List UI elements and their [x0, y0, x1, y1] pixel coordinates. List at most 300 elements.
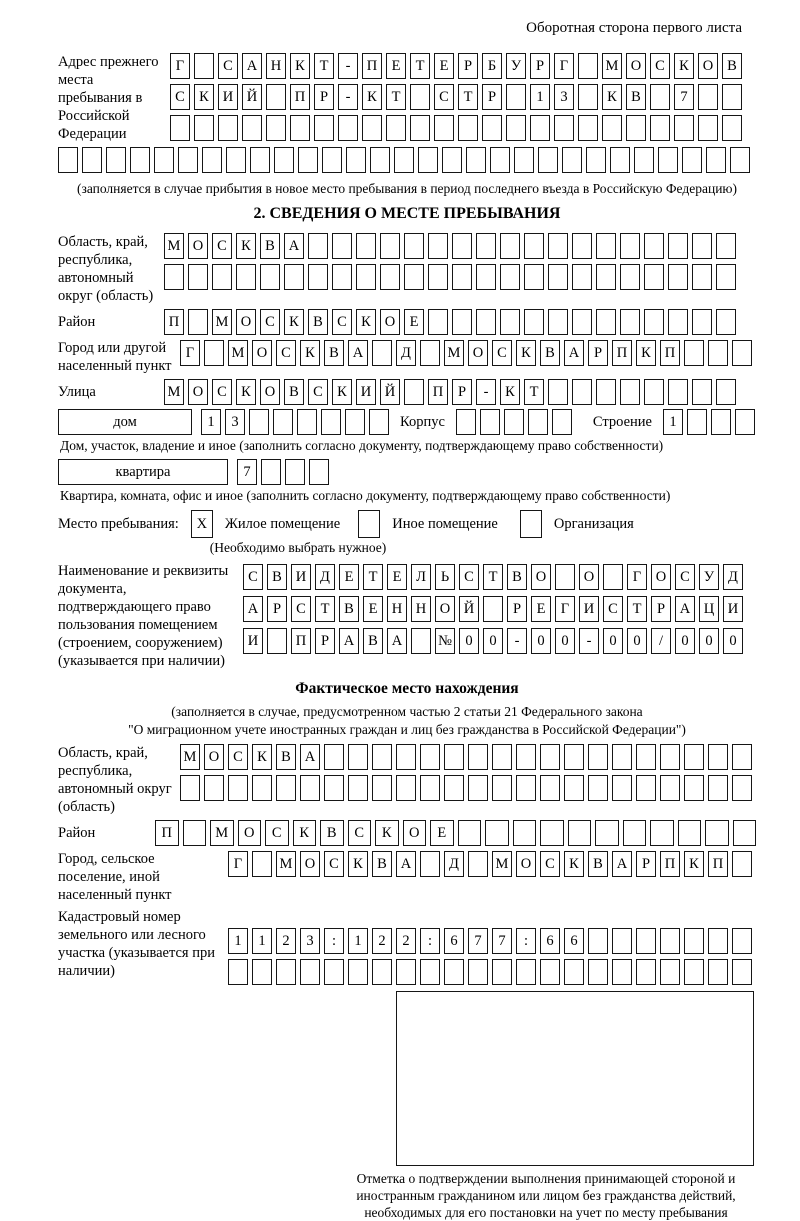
char-box[interactable]: 6 — [444, 928, 464, 954]
char-box[interactable] — [660, 775, 680, 801]
char-box[interactable] — [716, 233, 736, 259]
char-box[interactable]: О — [698, 53, 718, 79]
char-box[interactable] — [524, 233, 544, 259]
char-box[interactable]: А — [339, 628, 359, 654]
char-box[interactable] — [396, 959, 416, 985]
char-box[interactable] — [572, 309, 592, 335]
char-box[interactable]: О — [188, 379, 208, 405]
char-box[interactable]: Й — [459, 596, 479, 622]
char-box[interactable] — [178, 147, 198, 173]
char-box[interactable]: Р — [314, 84, 334, 110]
char-box[interactable] — [698, 115, 718, 141]
char-box[interactable]: 0 — [723, 628, 743, 654]
char-box[interactable]: К — [252, 744, 272, 770]
char-box[interactable] — [612, 775, 632, 801]
char-box[interactable]: / — [651, 628, 671, 654]
char-box[interactable] — [548, 233, 568, 259]
char-box[interactable] — [218, 115, 238, 141]
char-box[interactable] — [644, 233, 664, 259]
char-box[interactable]: С — [492, 340, 512, 366]
char-box[interactable] — [452, 233, 472, 259]
char-box[interactable] — [260, 264, 280, 290]
char-box[interactable] — [708, 959, 728, 985]
checkbox-other-premises[interactable] — [358, 510, 380, 538]
char-box[interactable]: 2 — [372, 928, 392, 954]
char-box[interactable]: : — [420, 928, 440, 954]
char-box[interactable] — [650, 84, 670, 110]
char-box[interactable]: С — [260, 309, 280, 335]
char-box[interactable] — [164, 264, 184, 290]
char-box[interactable]: Е — [434, 53, 454, 79]
char-box[interactable] — [346, 147, 366, 173]
char-box[interactable] — [620, 379, 640, 405]
char-box[interactable]: К — [332, 379, 352, 405]
char-box[interactable] — [684, 959, 704, 985]
char-box[interactable] — [668, 264, 688, 290]
char-box[interactable] — [468, 744, 488, 770]
char-box[interactable]: 3 — [300, 928, 320, 954]
char-box[interactable] — [516, 744, 536, 770]
char-box[interactable] — [420, 851, 440, 877]
char-box[interactable]: Р — [507, 596, 527, 622]
char-box[interactable] — [684, 775, 704, 801]
char-box[interactable]: Р — [482, 84, 502, 110]
char-box[interactable] — [466, 147, 486, 173]
char-box[interactable] — [634, 147, 654, 173]
char-box[interactable]: С — [170, 84, 190, 110]
char-box[interactable]: О — [579, 564, 599, 590]
char-box[interactable]: И — [218, 84, 238, 110]
char-box[interactable] — [297, 409, 317, 435]
char-box[interactable] — [284, 264, 304, 290]
char-box[interactable] — [154, 147, 174, 173]
char-box[interactable] — [452, 309, 472, 335]
char-box[interactable]: В — [372, 851, 392, 877]
char-box[interactable] — [228, 775, 248, 801]
char-box[interactable]: Ц — [699, 596, 719, 622]
char-box[interactable]: Д — [723, 564, 743, 590]
char-box[interactable]: К — [375, 820, 399, 846]
char-box[interactable] — [404, 379, 424, 405]
char-box[interactable]: К — [300, 340, 320, 366]
char-box[interactable]: К — [636, 340, 656, 366]
char-box[interactable] — [404, 233, 424, 259]
char-box[interactable]: В — [339, 596, 359, 622]
char-box[interactable] — [705, 820, 729, 846]
char-box[interactable]: 1 — [228, 928, 248, 954]
char-box[interactable] — [410, 84, 430, 110]
char-box[interactable]: М — [164, 379, 184, 405]
char-box[interactable] — [188, 264, 208, 290]
char-box[interactable] — [660, 928, 680, 954]
char-box[interactable] — [442, 147, 462, 173]
char-box[interactable] — [668, 379, 688, 405]
char-box[interactable]: О — [300, 851, 320, 877]
char-box[interactable]: 1 — [348, 928, 368, 954]
char-box[interactable] — [252, 851, 272, 877]
char-box[interactable] — [626, 115, 646, 141]
char-box[interactable] — [356, 233, 376, 259]
char-box[interactable] — [564, 744, 584, 770]
char-box[interactable]: В — [540, 340, 560, 366]
char-box[interactable] — [708, 928, 728, 954]
char-box[interactable] — [476, 309, 496, 335]
char-box[interactable] — [290, 115, 310, 141]
char-box[interactable] — [410, 115, 430, 141]
char-box[interactable] — [513, 820, 537, 846]
char-box[interactable] — [596, 309, 616, 335]
char-box[interactable] — [261, 459, 281, 485]
char-box[interactable]: 0 — [675, 628, 695, 654]
char-box[interactable] — [636, 928, 656, 954]
char-box[interactable]: С — [603, 596, 623, 622]
char-box[interactable] — [568, 820, 592, 846]
char-box[interactable] — [458, 820, 482, 846]
char-box[interactable]: 2 — [396, 928, 416, 954]
char-box[interactable]: О — [403, 820, 427, 846]
char-box[interactable]: 6 — [540, 928, 560, 954]
char-box[interactable]: К — [564, 851, 584, 877]
char-box[interactable]: О — [238, 820, 262, 846]
char-box[interactable]: М — [602, 53, 622, 79]
char-box[interactable]: В — [320, 820, 344, 846]
char-box[interactable]: В — [722, 53, 742, 79]
char-box[interactable]: М — [276, 851, 296, 877]
char-box[interactable]: С — [332, 309, 352, 335]
char-box[interactable]: К — [236, 379, 256, 405]
char-box[interactable] — [194, 53, 214, 79]
char-box[interactable]: О — [531, 564, 551, 590]
char-box[interactable] — [82, 147, 102, 173]
char-box[interactable] — [578, 115, 598, 141]
char-box[interactable]: Т — [458, 84, 478, 110]
char-box[interactable]: А — [564, 340, 584, 366]
char-box[interactable] — [540, 775, 560, 801]
char-box[interactable] — [660, 744, 680, 770]
char-box[interactable]: Е — [339, 564, 359, 590]
char-box[interactable]: В — [626, 84, 646, 110]
char-box[interactable]: Р — [458, 53, 478, 79]
char-box[interactable]: - — [507, 628, 527, 654]
char-box[interactable]: С — [459, 564, 479, 590]
char-box[interactable]: 7 — [492, 928, 512, 954]
char-box[interactable] — [274, 147, 294, 173]
char-box[interactable] — [348, 775, 368, 801]
char-box[interactable] — [322, 147, 342, 173]
char-box[interactable]: С — [218, 53, 238, 79]
char-box[interactable] — [572, 233, 592, 259]
char-box[interactable] — [555, 564, 575, 590]
char-box[interactable] — [516, 959, 536, 985]
char-box[interactable]: О — [204, 744, 224, 770]
char-box[interactable]: М — [444, 340, 464, 366]
char-box[interactable]: Т — [386, 84, 406, 110]
char-box[interactable] — [468, 959, 488, 985]
char-box[interactable]: В — [308, 309, 328, 335]
char-box[interactable] — [596, 379, 616, 405]
char-box[interactable] — [492, 775, 512, 801]
char-box[interactable]: О — [252, 340, 272, 366]
char-box[interactable] — [170, 115, 190, 141]
char-box[interactable]: 2 — [276, 928, 296, 954]
char-box[interactable]: Л — [411, 564, 431, 590]
char-box[interactable]: - — [338, 53, 358, 79]
char-box[interactable] — [524, 264, 544, 290]
char-box[interactable]: С — [265, 820, 289, 846]
char-box[interactable] — [482, 115, 502, 141]
char-box[interactable]: С — [243, 564, 263, 590]
char-box[interactable] — [452, 264, 472, 290]
char-box[interactable]: С — [276, 340, 296, 366]
char-box[interactable] — [308, 264, 328, 290]
char-box[interactable] — [595, 820, 619, 846]
char-box[interactable] — [204, 340, 224, 366]
char-box[interactable] — [266, 84, 286, 110]
char-box[interactable] — [722, 84, 742, 110]
char-box[interactable] — [548, 309, 568, 335]
char-box[interactable]: 7 — [674, 84, 694, 110]
char-box[interactable]: О — [516, 851, 536, 877]
char-box[interactable] — [372, 959, 392, 985]
char-box[interactable]: Р — [588, 340, 608, 366]
char-box[interactable]: А — [300, 744, 320, 770]
char-box[interactable]: : — [516, 928, 536, 954]
char-box[interactable]: Н — [387, 596, 407, 622]
char-box[interactable] — [314, 115, 334, 141]
char-box[interactable]: Е — [387, 564, 407, 590]
char-box[interactable]: Д — [396, 340, 416, 366]
char-box[interactable]: 1 — [530, 84, 550, 110]
char-box[interactable] — [586, 147, 606, 173]
apartment-field-label[interactable]: квартира — [58, 459, 228, 485]
char-box[interactable]: В — [260, 233, 280, 259]
char-box[interactable]: П — [660, 851, 680, 877]
char-box[interactable]: 0 — [699, 628, 719, 654]
char-box[interactable] — [476, 233, 496, 259]
char-box[interactable]: К — [362, 84, 382, 110]
char-box[interactable] — [644, 309, 664, 335]
char-box[interactable] — [338, 115, 358, 141]
char-box[interactable]: № — [435, 628, 455, 654]
char-box[interactable]: О — [651, 564, 671, 590]
char-box[interactable]: К — [602, 84, 622, 110]
char-box[interactable] — [444, 775, 464, 801]
char-box[interactable] — [483, 596, 503, 622]
char-box[interactable] — [708, 775, 728, 801]
char-box[interactable] — [623, 820, 647, 846]
char-box[interactable] — [476, 264, 496, 290]
char-box[interactable] — [411, 628, 431, 654]
char-box[interactable] — [267, 628, 287, 654]
char-box[interactable]: Т — [483, 564, 503, 590]
char-box[interactable]: Г — [180, 340, 200, 366]
char-box[interactable] — [732, 340, 752, 366]
char-box[interactable] — [588, 775, 608, 801]
char-box[interactable] — [428, 264, 448, 290]
char-box[interactable] — [716, 309, 736, 335]
char-box[interactable] — [396, 744, 416, 770]
char-box[interactable] — [226, 147, 246, 173]
char-box[interactable] — [706, 147, 726, 173]
char-box[interactable] — [722, 115, 742, 141]
char-box[interactable] — [596, 233, 616, 259]
char-box[interactable]: О — [468, 340, 488, 366]
char-box[interactable]: В — [507, 564, 527, 590]
char-box[interactable]: С — [291, 596, 311, 622]
char-box[interactable] — [682, 147, 702, 173]
char-box[interactable] — [687, 409, 707, 435]
char-box[interactable]: 0 — [459, 628, 479, 654]
char-box[interactable] — [428, 309, 448, 335]
char-box[interactable] — [300, 959, 320, 985]
char-box[interactable] — [548, 264, 568, 290]
char-box[interactable] — [485, 820, 509, 846]
char-box[interactable]: 3 — [554, 84, 574, 110]
char-box[interactable]: К — [500, 379, 520, 405]
char-box[interactable] — [698, 84, 718, 110]
char-box[interactable] — [266, 115, 286, 141]
char-box[interactable] — [692, 309, 712, 335]
char-box[interactable] — [564, 959, 584, 985]
char-box[interactable]: Б — [482, 53, 502, 79]
char-box[interactable] — [420, 775, 440, 801]
char-box[interactable]: К — [194, 84, 214, 110]
char-box[interactable]: Н — [411, 596, 431, 622]
char-box[interactable]: С — [228, 744, 248, 770]
char-box[interactable] — [554, 115, 574, 141]
char-box[interactable] — [180, 775, 200, 801]
char-box[interactable] — [500, 233, 520, 259]
char-box[interactable] — [602, 115, 622, 141]
char-box[interactable]: С — [650, 53, 670, 79]
char-box[interactable] — [572, 264, 592, 290]
char-box[interactable] — [620, 233, 640, 259]
char-box[interactable] — [650, 115, 670, 141]
char-box[interactable]: Е — [404, 309, 424, 335]
char-box[interactable] — [562, 147, 582, 173]
char-box[interactable]: П — [428, 379, 448, 405]
char-box[interactable]: У — [699, 564, 719, 590]
char-box[interactable] — [106, 147, 126, 173]
char-box[interactable]: Т — [524, 379, 544, 405]
char-box[interactable] — [444, 744, 464, 770]
char-box[interactable]: - — [476, 379, 496, 405]
char-box[interactable] — [692, 233, 712, 259]
char-box[interactable] — [321, 409, 341, 435]
char-box[interactable]: К — [674, 53, 694, 79]
char-box[interactable] — [588, 744, 608, 770]
char-box[interactable]: С — [348, 820, 372, 846]
char-box[interactable]: Т — [363, 564, 383, 590]
char-box[interactable]: О — [626, 53, 646, 79]
char-box[interactable] — [428, 233, 448, 259]
char-box[interactable] — [612, 928, 632, 954]
char-box[interactable] — [372, 775, 392, 801]
char-box[interactable]: О — [188, 233, 208, 259]
char-box[interactable] — [418, 147, 438, 173]
char-box[interactable] — [528, 409, 548, 435]
char-box[interactable]: О — [435, 596, 455, 622]
char-box[interactable]: П — [362, 53, 382, 79]
char-box[interactable]: К — [356, 309, 376, 335]
char-box[interactable]: - — [579, 628, 599, 654]
char-box[interactable] — [610, 147, 630, 173]
char-box[interactable]: С — [212, 379, 232, 405]
char-box[interactable]: Р — [267, 596, 287, 622]
char-box[interactable]: А — [348, 340, 368, 366]
char-box[interactable] — [273, 409, 293, 435]
char-box[interactable] — [308, 233, 328, 259]
char-box[interactable] — [620, 309, 640, 335]
char-box[interactable] — [650, 820, 674, 846]
checkbox-organization[interactable] — [520, 510, 542, 538]
char-box[interactable]: А — [396, 851, 416, 877]
char-box[interactable]: 0 — [555, 628, 575, 654]
char-box[interactable]: С — [434, 84, 454, 110]
char-box[interactable]: 1 — [663, 409, 683, 435]
char-box[interactable] — [572, 379, 592, 405]
house-field-label[interactable]: дом — [58, 409, 192, 435]
char-box[interactable] — [540, 744, 560, 770]
char-box[interactable] — [658, 147, 678, 173]
char-box[interactable]: 7 — [237, 459, 257, 485]
char-box[interactable] — [678, 820, 702, 846]
char-box[interactable] — [730, 147, 750, 173]
char-box[interactable] — [228, 959, 248, 985]
char-box[interactable]: Е — [386, 53, 406, 79]
char-box[interactable] — [603, 564, 623, 590]
char-box[interactable]: 0 — [603, 628, 623, 654]
char-box[interactable]: И — [723, 596, 743, 622]
char-box[interactable]: П — [291, 628, 311, 654]
char-box[interactable]: Р — [452, 379, 472, 405]
char-box[interactable] — [548, 379, 568, 405]
char-box[interactable]: Т — [314, 53, 334, 79]
char-box[interactable] — [356, 264, 376, 290]
char-box[interactable] — [708, 340, 728, 366]
char-box[interactable] — [644, 379, 664, 405]
char-box[interactable] — [514, 147, 534, 173]
char-box[interactable]: Г — [228, 851, 248, 877]
char-box[interactable]: П — [164, 309, 184, 335]
char-box[interactable] — [732, 959, 752, 985]
char-box[interactable] — [324, 775, 344, 801]
char-box[interactable]: К — [516, 340, 536, 366]
char-box[interactable] — [668, 309, 688, 335]
char-box[interactable] — [636, 959, 656, 985]
char-box[interactable] — [564, 775, 584, 801]
char-box[interactable] — [684, 928, 704, 954]
char-box[interactable] — [506, 84, 526, 110]
char-box[interactable] — [684, 340, 704, 366]
char-box[interactable] — [362, 115, 382, 141]
char-box[interactable]: П — [612, 340, 632, 366]
char-box[interactable]: О — [236, 309, 256, 335]
char-box[interactable] — [504, 409, 524, 435]
char-box[interactable] — [674, 115, 694, 141]
char-box[interactable]: Е — [430, 820, 454, 846]
char-box[interactable] — [276, 959, 296, 985]
char-box[interactable]: 0 — [531, 628, 551, 654]
char-box[interactable] — [596, 264, 616, 290]
char-box[interactable]: 3 — [225, 409, 245, 435]
char-box[interactable]: А — [612, 851, 632, 877]
char-box[interactable] — [444, 959, 464, 985]
char-box[interactable]: 6 — [564, 928, 584, 954]
char-box[interactable] — [434, 115, 454, 141]
char-box[interactable]: С — [212, 233, 232, 259]
char-box[interactable] — [420, 744, 440, 770]
